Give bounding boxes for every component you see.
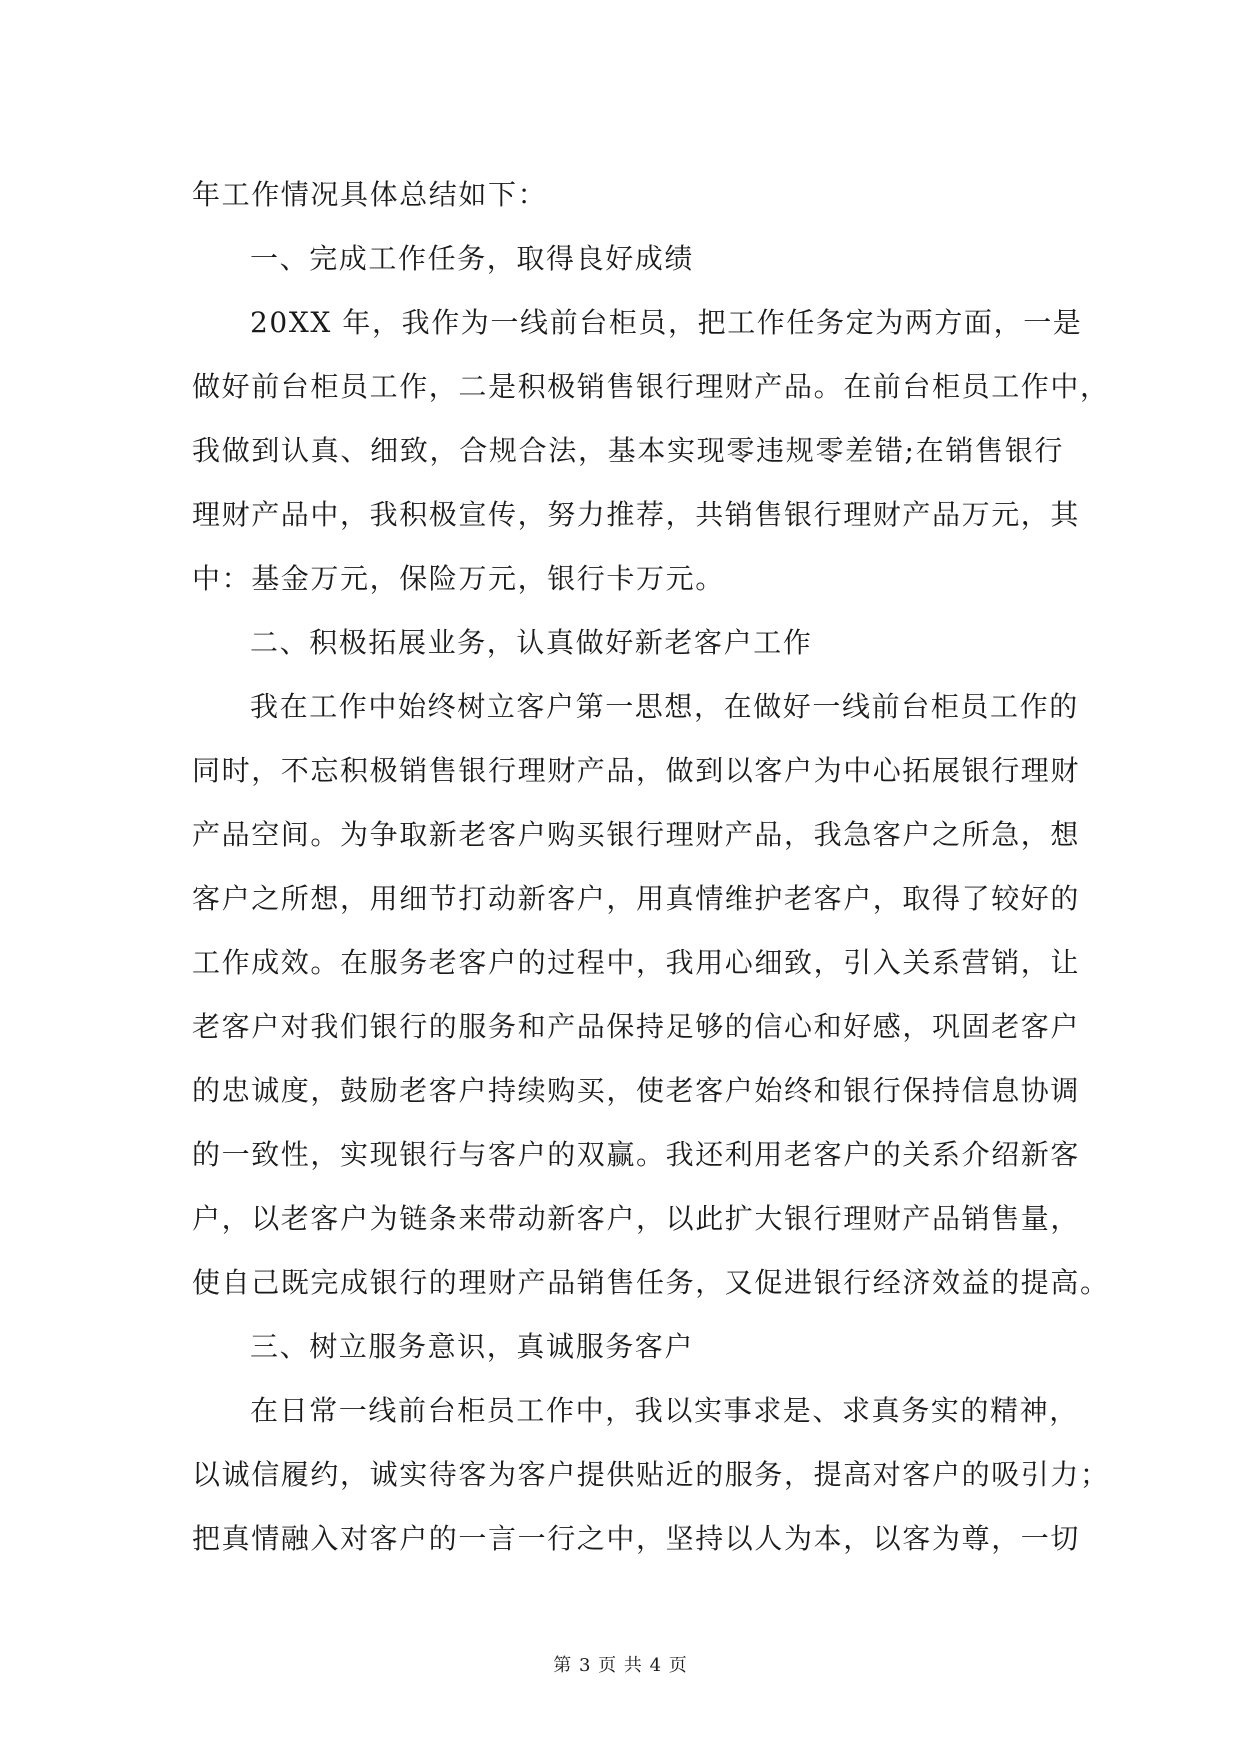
page-footer: 第 3 页 共 4 页 bbox=[553, 1655, 688, 1676]
text-line: 产品空间。为争取新老客户购买银行理财产品，我急客户之所急，想 bbox=[192, 818, 1081, 851]
text-line: 的忠诚度，鼓励老客户持续购买，使老客户始终和银行保持信息协调 bbox=[192, 1074, 1081, 1107]
text-line: 以诚信履约，诚实待客为客户提供贴近的服务，提高对客户的吸引力； bbox=[192, 1458, 1110, 1491]
text-line: 老客户对我们银行的服务和产品保持足够的信心和好感，巩固老客户 bbox=[192, 1010, 1081, 1043]
text-line: 我在工作中始终树立客户第一思想，在做好一线前台柜员工作的 bbox=[250, 690, 1079, 723]
text-line: 做好前台柜员工作，二是积极销售银行理财产品。在前台柜员工作中， bbox=[192, 370, 1110, 403]
text-line: 中：基金万元，保险万元，银行卡万元。 bbox=[192, 562, 725, 595]
text-line: 把真情融入对客户的一言一行之中，坚持以人为本，以客为尊，一切 bbox=[192, 1522, 1081, 1555]
text-line: 同时，不忘积极销售银行理财产品，做到以客户为中心拓展银行理财 bbox=[192, 754, 1081, 787]
text-line: 我做到认真、细致，合规合法，基本实现零违规零差错;在销售银行 bbox=[192, 434, 1064, 467]
text-line: 户，以老客户为链条来带动新客户，以此扩大银行理财产品销售量， bbox=[192, 1202, 1081, 1235]
text-line: 年工作情况具体总结如下： bbox=[192, 178, 548, 211]
text-line: 理财产品中，我积极宣传，努力推荐，共销售银行理财产品万元，其 bbox=[192, 498, 1081, 531]
text-line: 的一致性，实现银行与客户的双赢。我还利用老客户的关系介绍新客 bbox=[192, 1138, 1081, 1171]
text-line: 在日常一线前台柜员工作中，我以实事求是、求真务实的精神， bbox=[250, 1394, 1079, 1427]
text-line: 一、完成工作任务，取得良好成绩 bbox=[250, 242, 695, 275]
text-line: 20XX 年，我作为一线前台柜员，把工作任务定为两方面，一是 bbox=[250, 306, 1083, 339]
text-line: 三、树立服务意识，真诚服务客户 bbox=[250, 1330, 695, 1363]
text-line: 使自己既完成银行的理财产品销售任务，又促进银行经济效益的提高。 bbox=[192, 1266, 1110, 1299]
body-text bbox=[192, 163, 1110, 1571]
text-line: 客户之所想，用细节打动新客户，用真情维护老客户，取得了较好的 bbox=[192, 882, 1081, 915]
text-line: 工作成效。在服务老客户的过程中，我用心细致，引入关系营销，让 bbox=[192, 946, 1081, 979]
text-line: 二、积极拓展业务，认真做好新老客户工作 bbox=[250, 626, 813, 659]
